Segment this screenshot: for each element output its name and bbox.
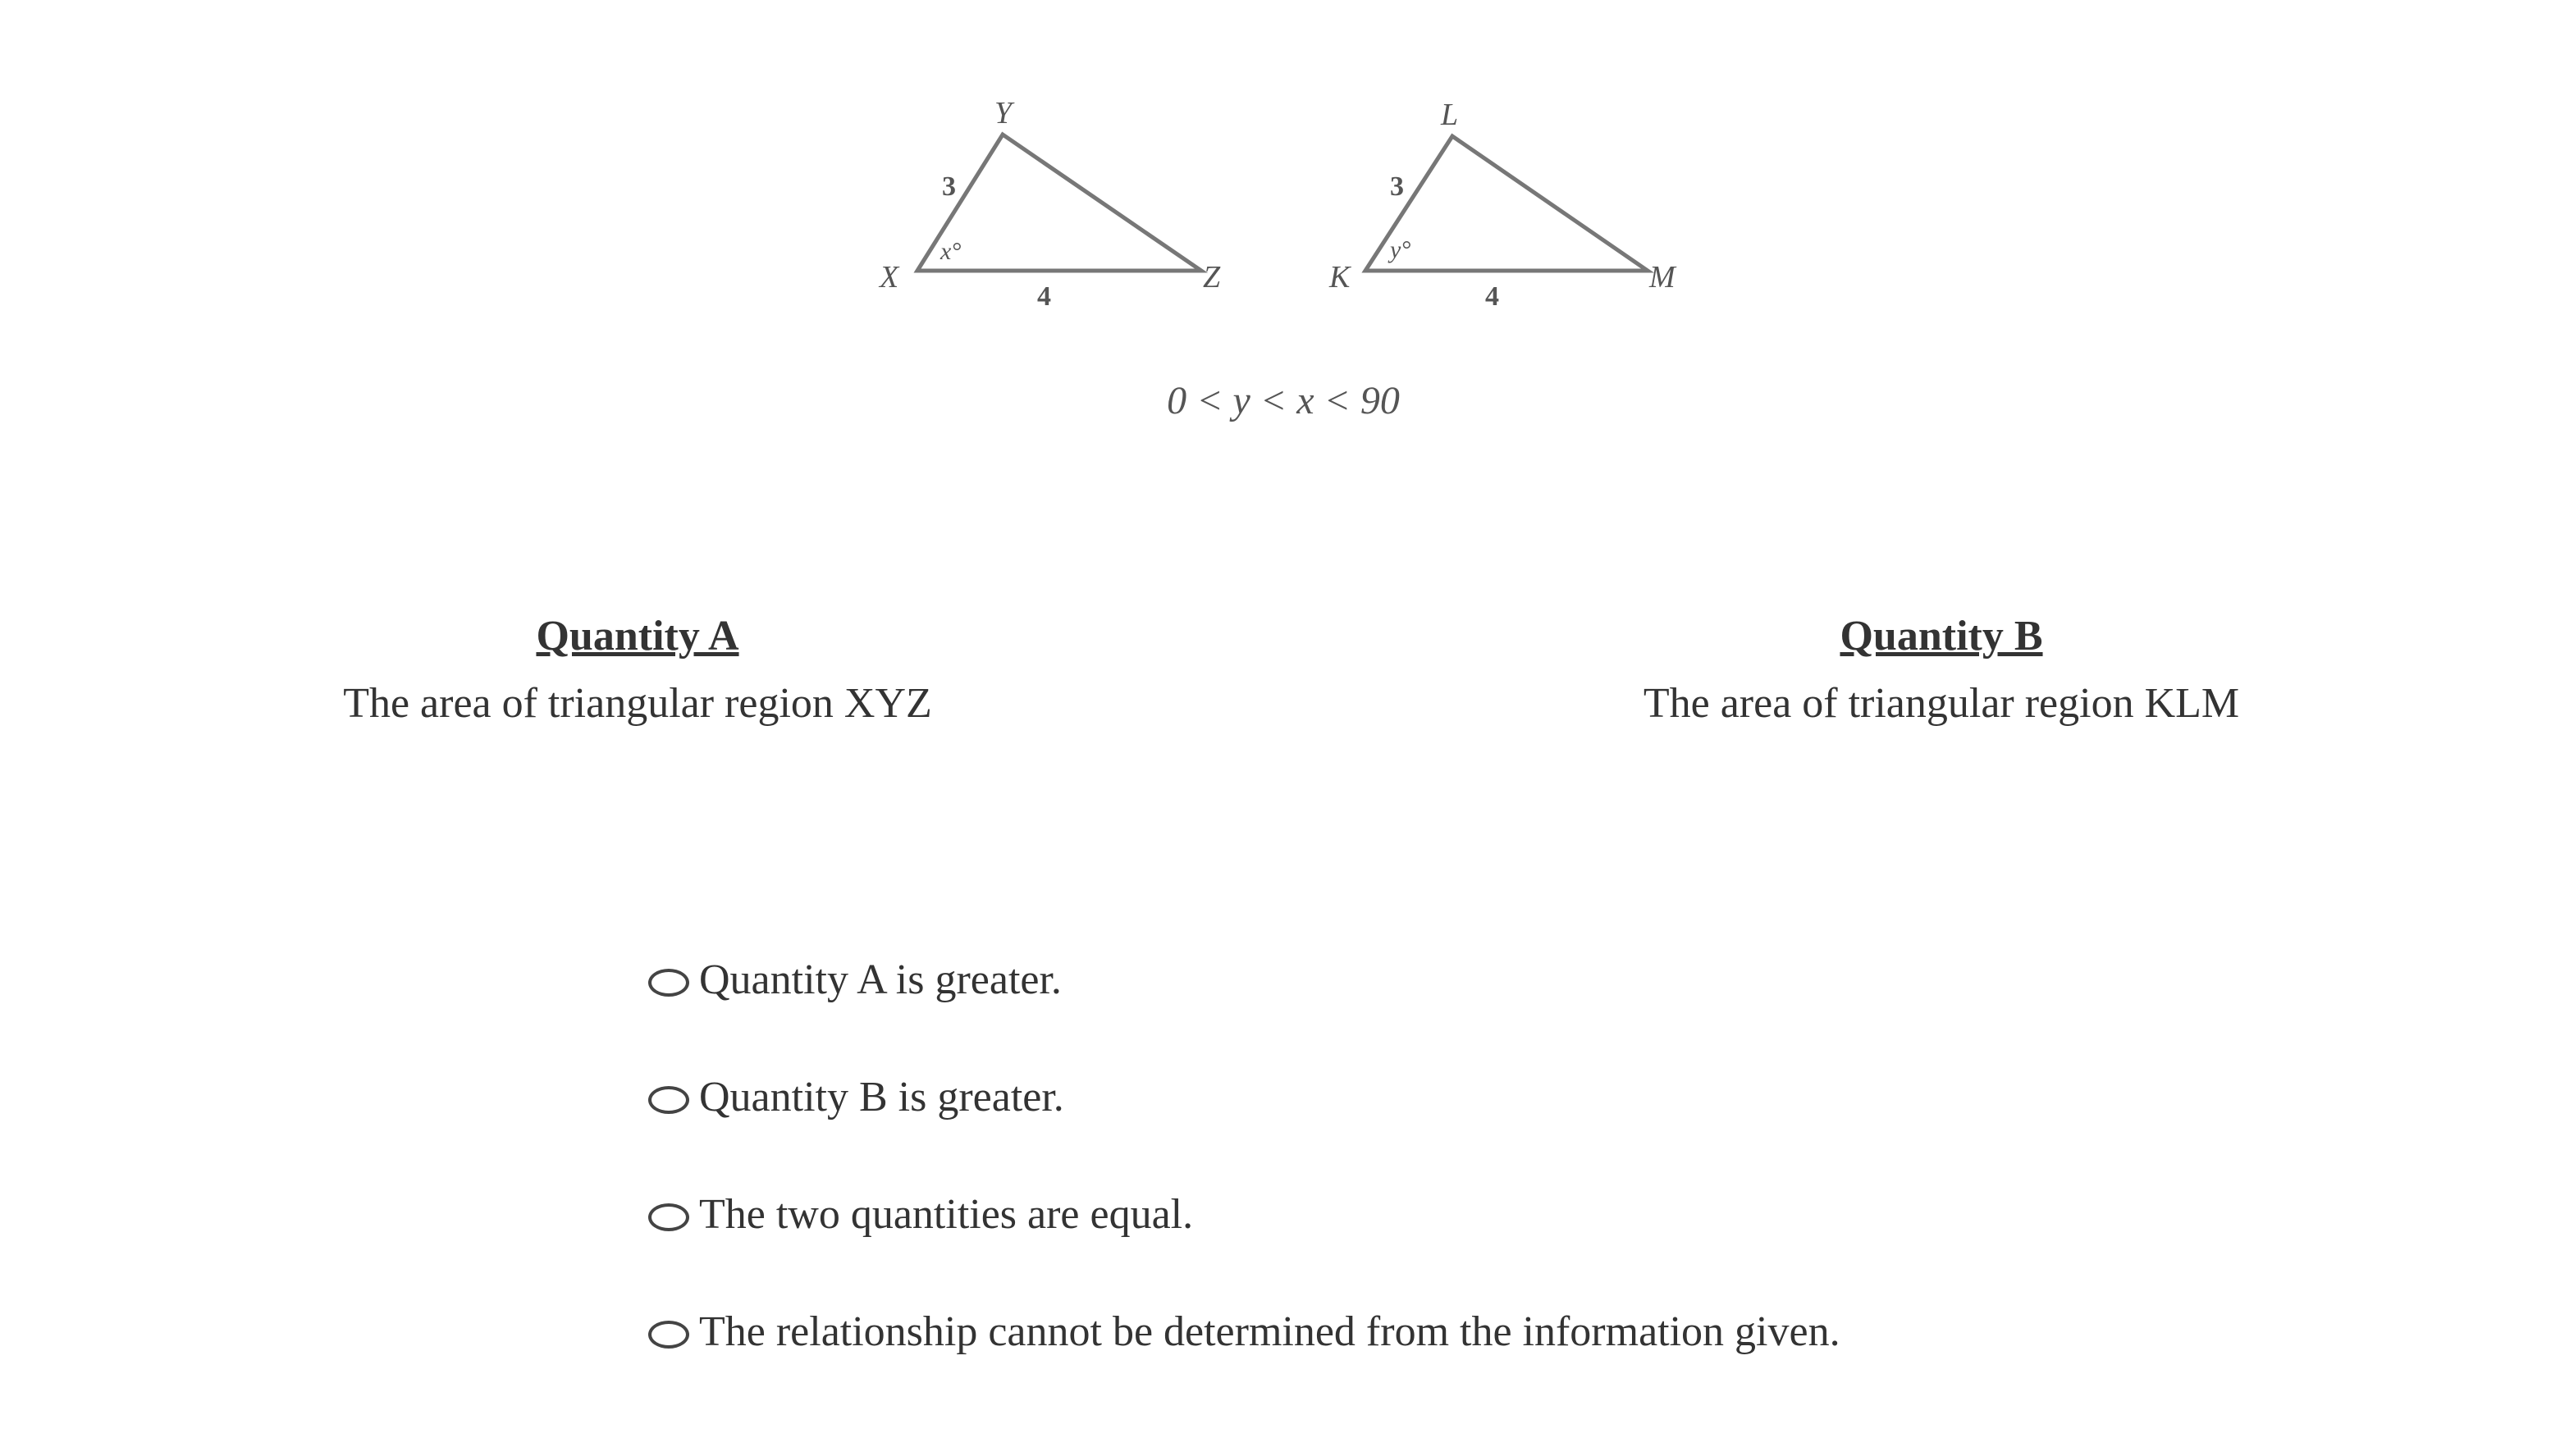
side-label-xz: 4: [1037, 281, 1051, 312]
triangle-klm: [1328, 98, 1677, 312]
triangles-figure: [0, 0, 2551, 459]
choice-cannot-determine[interactable]: [648, 1303, 1840, 1361]
quantity-b: [1531, 615, 2352, 725]
vertex-label-x: X: [880, 260, 899, 294]
choice-label: The two quantities are equal.: [699, 1191, 1194, 1238]
quantity-a: [227, 615, 1048, 725]
choice-b-greater[interactable]: [648, 1069, 1840, 1126]
radio-button-icon[interactable]: [648, 1321, 689, 1349]
choice-label: Quantity A is greater.: [699, 956, 1062, 1003]
vertex-label-m: M: [1649, 260, 1676, 294]
vertex-label-z: Z: [1203, 260, 1221, 294]
radio-button-icon[interactable]: [648, 1086, 689, 1114]
choice-equal[interactable]: [648, 1186, 1840, 1244]
condition-text: 0 < y < x < 90: [1167, 379, 1400, 422]
angle-label-x: x°: [940, 238, 962, 265]
quantity-b-heading: Quantity B: [1840, 613, 2043, 660]
triangle-xyz: [878, 96, 1221, 312]
vertex-label-l: L: [1441, 98, 1459, 132]
quantity-a-description: The area of triangular region XYZ: [343, 680, 932, 727]
side-label-kl: 3: [1390, 171, 1404, 202]
angle-label-y: y°: [1390, 236, 1411, 263]
choice-label: The relationship cannot be determined from the information given.: [699, 1308, 1840, 1355]
radio-button-icon[interactable]: [648, 969, 689, 997]
choice-a-greater[interactable]: [648, 952, 1840, 1009]
side-label-xy: 3: [942, 171, 956, 202]
choice-label: Quantity B is greater.: [699, 1074, 1064, 1121]
side-label-km: 4: [1485, 281, 1499, 312]
vertex-label-k: K: [1329, 260, 1351, 294]
quantity-a-heading: Quantity A: [536, 613, 739, 660]
radio-button-icon[interactable]: [648, 1203, 689, 1231]
answer-choices: [648, 952, 1840, 1421]
vertex-label-y: Y: [994, 96, 1013, 130]
quantity-b-description: The area of triangular region KLM: [1643, 680, 2240, 727]
